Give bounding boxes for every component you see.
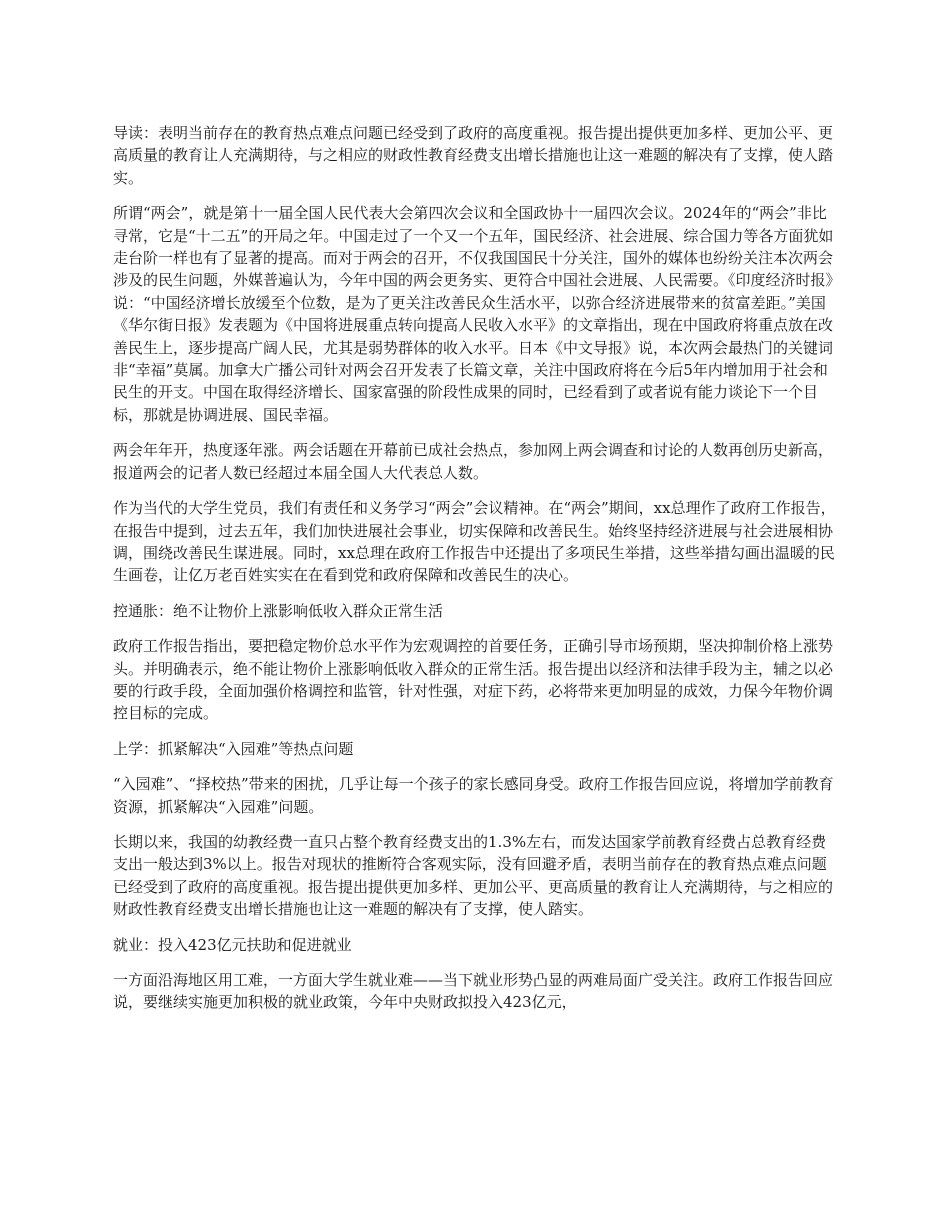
two-sessions-paragraph: 所谓“两会”，就是第十一届全国人民代表大会第四次会议和全国政协十一届四次会议。2024年的“两会”非比寻常，它是“十二五”的开局之年。中国走过了一个又一个五年，国民经济、社会进展、综合国力等各方面犹如走台阶一样也有了显著的提高。而对于两会的召开，不仅我国国民十分关注，国外的媒体也纷纷关注本次两会涉及的民生问题，外媒普遍认为，今年中国的两会更务实、更符合中国社会进展、人民需要。《印度经济时报》说：“中国经济增长放缓至个位数，是为了更关注改善民众生活水平，以弥合经济进展带来的贫富差距。”美国《华尔街日报》发表题为《中国将进展重点转向提高人民收入水平》的文章指出，现在中国政府将重点放在改善民生上，逐步提高广阔人民，尤其是弱势群体的收入水平。日本《中文导报》说，本次两会最热门的关键词非“幸福”莫属。加拿大广播公司针对两会召开发表了长篇文章，关注中国政府将在今后5年内增加用于社会和民生的开支。中国在取得经济增长、国家富强的阶段性成果的同时，已经看到了或者说有能力谈论下一个目标，那就是协调进展、国民幸福。 (113, 204, 834, 424)
section-heading-inflation: 控通胀：绝不让物价上涨影响低收入群众正常生活 (113, 601, 444, 620)
inflation-paragraph: 政府工作报告指出，要把稳定物价总水平作为宏观调控的首要任务，正确引导市场预期，坚决抑制价格上涨势头。并明确表示，绝不能让物价上涨影响低收入群众的正常生活。报告提出以经济和法律手段为主，辅之以必要的行政手段，全面加强价格调控和监管，针对性强，对症下药，必将带来更加明显的成效，力保今年物价调控目标的完成。 (113, 637, 834, 723)
student-member-paragraph: 作为当代的大学生党员，我们有责任和义务学习“两会”会议精神。在“两会”期间，xx总理作了政府工作报告，在报告中提到，过去五年，我们加快进展社会事业，切实保障和改善民生。始终坚持经济进展与社会进展相协调，围绕改善民生谋进展。同时，xx总理在政府工作报告中还提出了多项民生举措，这些举措勾画出温暖的民生画卷，让亿万老百姓实实在在看到党和政府保障和改善民生的决心。 (113, 499, 836, 585)
preschool-funding-paragraph: 长期以来，我国的幼教经费一直只占整个教育经费支出的1.3%左右，而发达国家学前教育经费占总教育经费支出一般达到3%以上。报告对现状的推断符合客观实际，没有回避矛盾，表明当前存在的教育热点难点问题已经受到了政府的高度重视。报告提出提供更加多样、更加公平、更高质量的教育让人充满期待，与之相应的财政性教育经费支出增长措施也让这一难题的解决有了支撑，使人踏实。 (113, 832, 834, 919)
section-heading-employment: 就业：投入423亿元扶助和促进就业 (113, 935, 352, 954)
employment-paragraph: 一方面沿海地区用工难，一方面大学生就业难——当下就业形势凸显的两难局面广受关注。政府工作报告回应说，要继续实施更加积极的就业政策，今年中央财政拟投入423亿元， (113, 971, 834, 1012)
kindergarten-paragraph: “入园难”、“择校热”带来的困扰，几乎让每一个孩子的家长感同身受。政府工作报告回应说，将增加学前教育资源，抓紧解决“入园难”问题。 (113, 775, 834, 816)
section-heading-schooling: 上学：抓紧解决“入园难”等热点问题 (113, 739, 354, 758)
intro-paragraph: 导读：表明当前存在的教育热点难点问题已经受到了政府的高度重视。报告提出提供更加多样、更加公平、更高质量的教育让人充满期待，与之相应的财政性教育经费支出增长措施也让这一难题的解决有了支撑，使人踏实。 (113, 124, 834, 187)
heat-paragraph: 两会年年开，热度逐年涨。两会话题在开幕前已成社会热点，参加网上两会调查和讨论的人数再创历史新高，报道两会的记者人数已经超过本届全国人大代表总人数。 (113, 441, 834, 482)
document-body (113, 122, 839, 1027)
